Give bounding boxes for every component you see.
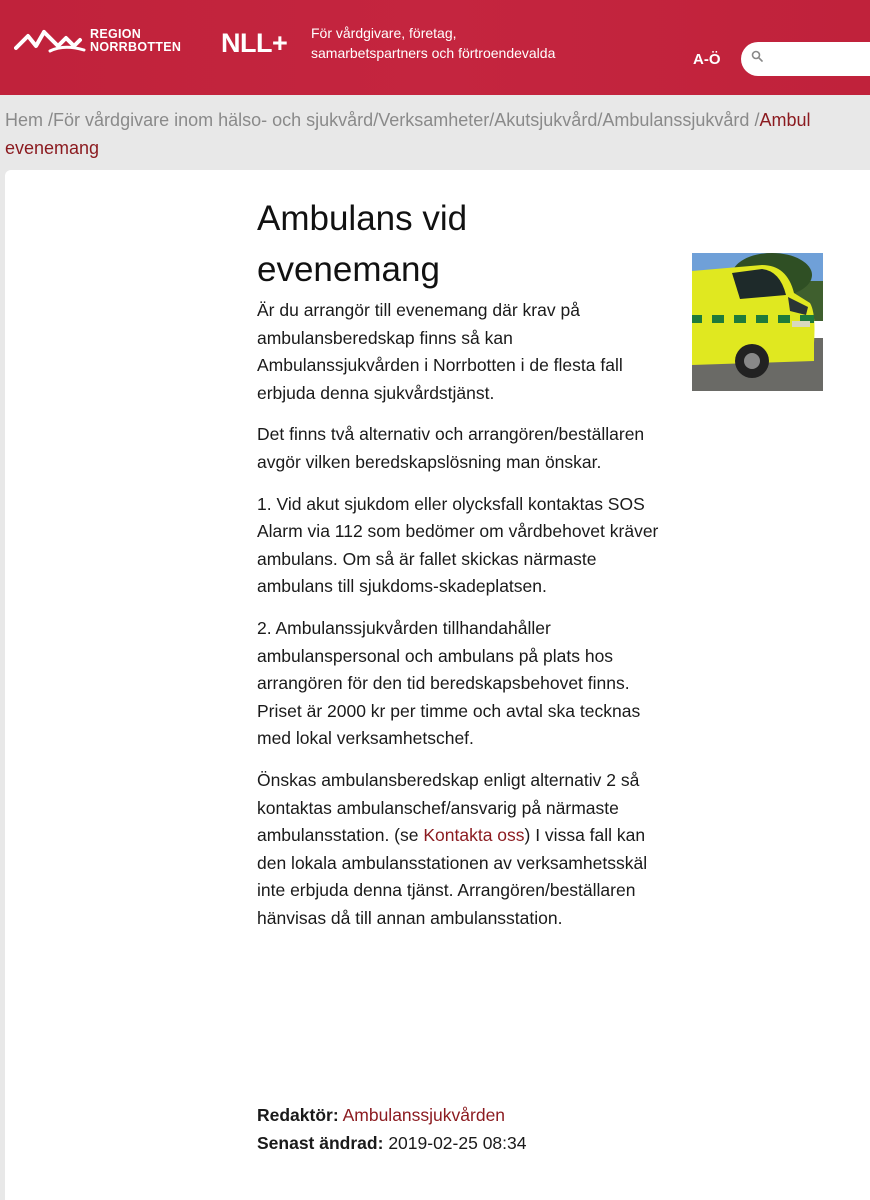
editor-row	[257, 1101, 526, 1129]
ambulance-photo-icon	[692, 253, 823, 391]
breadcrumb-separator: /	[597, 110, 603, 130]
breadcrumb-item-verksamheter[interactable]: Verksamheter	[378, 110, 490, 130]
breadcrumb-separator: /	[373, 110, 379, 130]
breadcrumb	[5, 106, 870, 134]
breadcrumb-separator: /	[754, 110, 760, 130]
paragraph-contact	[257, 767, 672, 933]
editor-label: Redaktör:	[257, 1105, 339, 1125]
a-o-index-link[interactable]: A-Ö	[693, 51, 721, 68]
last-changed-label: Senast ändrad:	[257, 1133, 384, 1153]
breadcrumb-item-akutsjukvard[interactable]: Akutsjukvård	[494, 110, 598, 130]
last-changed-row	[257, 1129, 526, 1157]
editor-link[interactable]: Ambulanssjukvården	[342, 1105, 506, 1125]
search-icon[interactable]	[751, 50, 763, 62]
paragraph-intro: Är du arrangör till evenemang där krav på ambulansberedskap finns så kan Ambulanssjukvården i Norrbotten i de flesta fall erbjuda denna sjukvårdstjänst.	[257, 300, 623, 403]
paragraph-contact-before: Önskas ambulansberedskap enligt alternativ 2 så kontaktas ambulanschef/ansvarig på närmaste ambulansstation. (se	[257, 769, 640, 846]
page-title: Ambulans vid evenemang	[257, 199, 468, 289]
logo-text-norrbotten: NORRBOTTEN	[90, 40, 182, 54]
breadcrumb-item-vardgivare[interactable]: För vårdgivare inom hälso- och sjukvård	[53, 110, 374, 130]
nll-plus-logo[interactable]: NLL+	[221, 28, 288, 58]
breadcrumb-item-ambulanssjukvard[interactable]: Ambulanssjukvård	[602, 110, 750, 130]
search-box[interactable]	[741, 42, 870, 76]
breadcrumb-separator: /	[48, 110, 54, 130]
ambulance-image	[692, 253, 823, 391]
breadcrumb-current-continued: evenemang	[5, 138, 100, 158]
breadcrumb-current: Ambul	[759, 110, 811, 130]
last-changed-value: 2019-02-25 08:34	[388, 1133, 527, 1153]
breadcrumb-separator: /	[489, 110, 495, 130]
search-input[interactable]	[767, 48, 870, 72]
paragraph-alternative-1: 1. Vid akut sjukdom eller olycksfall kontaktas SOS Alarm via 112 som bedömer om vårdbehovet kräver ambulans. Om så är fallet skickas närmaste ambulans till sjukdoms-skadeplatsen.	[257, 493, 659, 597]
site-header	[0, 0, 870, 95]
breadcrumb-item-hem[interactable]: Hem	[5, 110, 44, 130]
paragraph-contact-after: ) I vissa fall kan den lokala ambulansstationen av verksamhetsskäl inte erbjuda denna tjänst. Arrangören/beställaren hänvisas då till annan ambulansstation.	[257, 825, 648, 928]
paragraph-alternatives: Det finns två alternativ och arrangören/beställaren avgör vilken beredskapslösning man önskar.	[257, 424, 645, 472]
contact-us-link[interactable]: Kontakta oss	[423, 825, 525, 846]
region-norrbotten-logo[interactable]	[14, 26, 181, 56]
logo-text-region: REGION	[90, 27, 142, 41]
site-tagline: För vårdgivare, företag, samarbetspartners och förtroendevalda	[311, 25, 556, 61]
logo-mark-icon	[14, 26, 88, 56]
paragraph-alternative-2: 2. Ambulanssjukvården tillhandahåller ambulanspersonal och ambulans på plats hos arrangören för den tid beredskapsbehovet finns. Priset är 2000 kr per timme och avtal ska tecknas med lokal verksamhetschef.	[257, 617, 641, 749]
page-meta	[257, 1101, 526, 1157]
article-body	[257, 297, 672, 946]
